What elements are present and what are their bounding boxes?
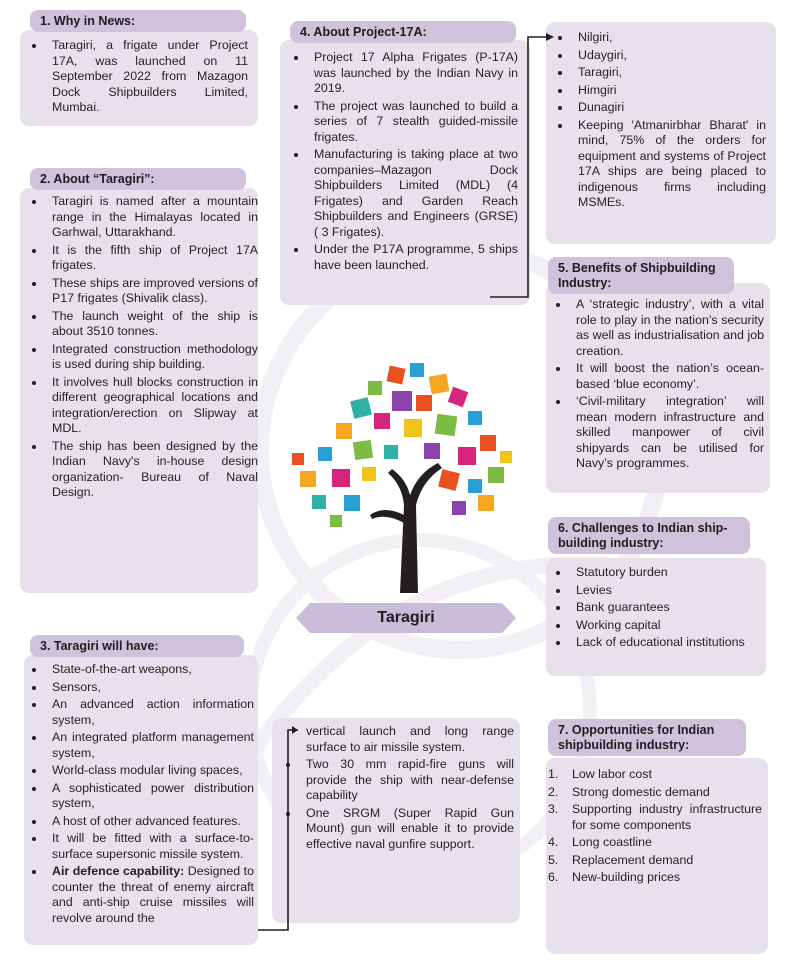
list-item: Working capital (550, 618, 762, 634)
about-taragiri-body (26, 194, 258, 503)
list-item: Taragiri, a frigate under Project 17A, was launched on 11 September 2022 from Mazagon Dock Shipbuilders Limited, Mumbai. (26, 38, 248, 116)
list-item: The launch weight of the ship is about 3510 tonnes. (26, 309, 258, 340)
list-item: Two 30 mm rapid-fire guns will provide the ship with near-defense capability (280, 757, 514, 804)
list-item: Bank guarantees (550, 600, 762, 616)
air-defence-label: Air defence capability: (52, 864, 185, 878)
continued-text: vertical launch and long range surface to air missile system. (306, 724, 514, 754)
will-have-body (26, 662, 254, 928)
list-item: Integrated construction methodology is used during ship building. (26, 342, 258, 373)
list-item: Under the P17A programme, 5 ships have been launched. (288, 242, 518, 273)
list-item: Udaygiri, (552, 48, 766, 64)
list-item: ‘Civil-military integration’ will mean modern infrastructure and skilled manpower of civil shipyards can be utilised for Navy’s programmes. (550, 394, 764, 472)
list-item: Manufacturing is taking place at two companies–Mazagon Dock Shipbuilders Limited (MDL) (4 Frigates) and Garden Reach Shipbuilders and Engineers (GRSE) ( 3 Frigates). (288, 147, 518, 240)
benefits-heading: 5. Benefits of Shipbuilding Industry: (548, 257, 734, 294)
about-taragiri-heading: 2. About “Taragiri”: (30, 168, 246, 190)
list-item: Taragiri, (552, 65, 766, 81)
list-item: It is the fifth ship of Project 17A frigates. (26, 243, 258, 274)
list-item: Keeping 'Atmanirbhar Bharat' in mind, 75% of the orders for equipment and systems of Project 17A ships are being placed to indigenous firms including MSMEs. (552, 118, 766, 211)
will-have-continued-body (280, 724, 514, 854)
list-item: The ship has been designed by the Indian Navy's in-house design organization- Bureau of Naval Design. (26, 439, 258, 501)
opportunities-body (546, 767, 762, 888)
list-item: 1. Low labor cost (548, 767, 652, 781)
list-item: Statutory burden (550, 565, 762, 581)
title-banner (296, 603, 516, 633)
challenges-body (550, 565, 762, 653)
project-17a-body (288, 50, 518, 275)
benefits-body (550, 297, 764, 474)
list-item: 5. Replacement demand (548, 852, 694, 867)
air-defence-text: Designed to counter the threat of enemy aircraft and anti-ship cruise missiles will revolve around the (52, 864, 254, 925)
list-item: It will boost the nation’s ocean-based ‘blue economy’. (550, 361, 764, 392)
list-item: A ‘strategic industry’, with a vital role to play in the nation’s security as well as industrialisation and job creation. (550, 297, 764, 359)
list-item: The project was launched to build a series of 7 stealth guided-missile frigates. (288, 99, 518, 146)
tree-illustration-icon (292, 355, 522, 595)
list-item: State-of-the-art weapons, (26, 662, 254, 678)
list-item: Dunagiri (552, 100, 766, 116)
list-item: Project 17 Alpha Frigates (P-17A) was launched by the Indian Navy in 2019. (288, 50, 518, 97)
list-item: 4. Long coastline (548, 835, 652, 849)
why-in-news-heading: 1. Why in News: (30, 10, 246, 32)
list-item: 6. New-building prices (548, 870, 681, 884)
challenges-heading: 6. Challenges to Indian ship-building industry: (548, 517, 750, 554)
list-item: 2. Strong domestic demand (548, 784, 710, 799)
list-item: These ships are improved versions of P17 frigates (Shivalik class). (26, 276, 258, 307)
list-item: It will be fitted with a surface-to-surface supersonic missile system. (26, 831, 254, 862)
opportunities-heading: 7. Opportunities for Indian shipbuilding industry: (548, 719, 746, 756)
page-title: Taragiri (377, 609, 435, 626)
list-item: World-class modular living spaces, (26, 763, 254, 779)
list-item: A sophisticated power distribution system, (26, 781, 254, 812)
list-item: Sensors, (26, 680, 254, 696)
list-item: 3. Supporting industry infrastructure for some components (548, 802, 762, 832)
list-item: A host of other advanced features. (26, 814, 254, 830)
connector-arrow-icon (250, 715, 300, 935)
list-item: It involves hull blocks construction in different geographical locations and integration/erection on Slipway at MDL. (26, 375, 258, 437)
list-item: Nilgiri, (552, 30, 766, 46)
why-in-news-body (26, 38, 248, 118)
list-item: Levies (550, 583, 762, 599)
list-item: One SRGM (Super Rapid Gun Mount) gun will enable it to provide effective naval gunfire support. (280, 806, 514, 853)
list-item (26, 864, 254, 926)
project-17a-heading: 4. About Project-17A: (290, 21, 516, 43)
will-have-heading: 3. Taragiri will have: (30, 635, 244, 657)
list-item: Lack of educational institutions (550, 635, 762, 651)
list-item: An integrated platform management system, (26, 730, 254, 761)
list-item: An advanced action information system, (26, 697, 254, 728)
project-17a-continued-body (552, 30, 766, 213)
list-item: Taragiri is named after a mountain range in the Himalayas located in Garhwal, Uttarakhand. (26, 194, 258, 241)
list-item: Himgiri (552, 83, 766, 99)
